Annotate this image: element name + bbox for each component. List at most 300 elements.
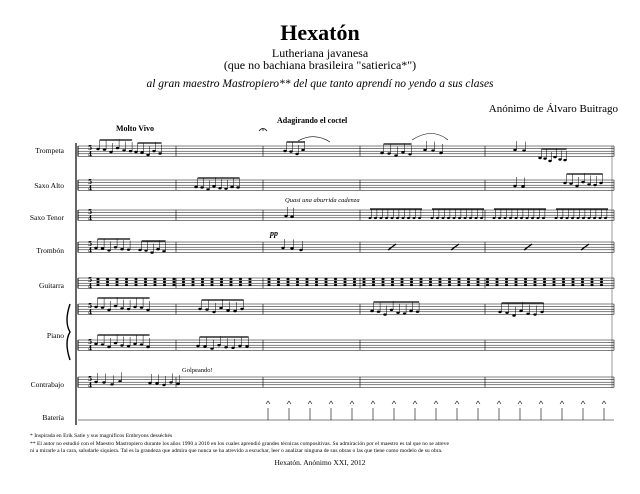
note-head [140,343,143,345]
note-head [210,347,213,349]
chord-note [372,281,375,283]
chord-note [362,278,365,280]
note-head [127,308,130,310]
chord-note [248,278,251,280]
chord-note [514,284,517,286]
chord-note [134,284,137,286]
note-head [107,309,110,311]
chord-note [277,284,280,286]
note-head [217,344,220,346]
chord-note [476,281,479,283]
note-head [599,182,602,184]
chord-note [210,284,213,286]
tempo-adagirando: Adagirando el coctel [277,116,348,125]
chord-note [457,284,460,286]
chord-note [543,281,546,283]
note-head [162,384,165,386]
note-head [390,309,393,311]
chord-note [153,281,156,283]
note-head [521,185,524,187]
instrument-guitarra: Guitarra [39,281,64,290]
chord-note [343,278,346,280]
time-signature: 5 [88,303,93,310]
chord-note [334,284,337,286]
note-head [453,217,456,219]
note-head [120,307,123,309]
time-signature: 4 [88,345,93,353]
accent-mark [581,401,585,404]
time-signature: 4 [88,247,93,255]
note-head [127,248,130,250]
chord-note [533,284,536,286]
note-head [101,343,104,345]
note-head [493,217,496,219]
instrument-bateria: Batería [42,413,64,422]
note-head [101,247,104,249]
chord-note [277,278,280,280]
accent-mark [371,401,375,404]
chord-note [571,281,574,283]
note-head [512,314,515,316]
chord-note [220,278,223,280]
chord-note [562,278,565,280]
chord-note [410,278,413,280]
note-head [469,217,472,219]
note-head [122,149,125,151]
accent-mark [539,401,543,404]
time-signature: 5 [88,209,93,216]
chord-note [125,278,128,280]
chord-note [448,278,451,280]
note-head [290,216,293,218]
note-head [480,217,483,219]
note-head [212,311,215,313]
note-head [206,188,209,190]
note-head [109,151,112,153]
chord-note [106,281,109,283]
note-head [533,313,536,315]
note-head [396,312,399,314]
chord-note [210,281,213,283]
chord-note [201,278,204,280]
note-head [120,344,123,346]
note-head [194,186,197,188]
chord-note [543,278,546,280]
chord-note [172,281,175,283]
chord-note [191,278,194,280]
note-head [144,249,147,251]
chord-note [505,281,508,283]
chord-note [286,281,289,283]
note-head [555,217,558,219]
note-head [129,150,132,152]
accent-mark [518,401,522,404]
score-subtitle: Lutheriana javanesa [271,46,369,60]
accent-mark [560,401,564,404]
chord-note [600,281,603,283]
chord-note [220,284,223,286]
chord-note [248,284,251,286]
chord-note [552,284,555,286]
chord-note [362,284,365,286]
chord-note [562,284,565,286]
time-signature: 4 [88,283,93,291]
chord-note [400,278,403,280]
chord-note [391,278,394,280]
time-signature: 4 [88,151,93,159]
note-head [413,217,416,219]
note-head [458,217,461,219]
note-head [224,346,227,348]
footnote-1: * Inspirada en Erik Satie y sus magníficos Embryons desséchés [30,433,173,439]
chord-note [438,278,441,280]
chord-note [296,281,299,283]
chord-note [533,278,536,280]
time-signature: 4 [88,382,93,390]
note-head [289,150,292,152]
note-head [107,346,110,348]
golpeando-marking: Golpeando! [182,367,213,374]
accent-mark [329,401,333,404]
time-signature: 5 [88,241,93,248]
chord-note [524,281,527,283]
slur [412,134,448,141]
note-head [114,305,117,307]
note-head [140,151,143,153]
note-head [519,310,522,312]
note-head [593,184,596,186]
note-head [116,147,119,149]
note-head [245,345,248,347]
accent-mark [350,401,354,404]
chord-note [96,278,99,280]
chord-note [239,281,242,283]
chord-note [467,284,470,286]
note-head [577,217,580,219]
chord-note [134,281,137,283]
chord-note [362,281,365,283]
note-head [94,306,97,308]
chord-note [296,284,299,286]
note-head [560,217,563,219]
chord-note [571,278,574,280]
note-head [513,149,516,151]
chord-note [543,284,546,286]
chord-note [486,281,489,283]
chord-note [334,281,337,283]
accent-mark [455,401,459,404]
note-head [140,306,143,308]
note-head [431,149,434,151]
note-head [387,152,390,154]
chord-note [153,284,156,286]
note-head [158,152,161,154]
chord-note [524,284,527,286]
chord-note [590,284,593,286]
note-head [515,217,518,219]
note-head [540,311,543,313]
note-head [522,149,525,151]
chord-note [505,278,508,280]
note-head [301,149,304,151]
note-head [566,217,569,219]
note-head [504,217,507,219]
chord-note [125,281,128,283]
note-head [118,380,121,382]
chord-note [334,278,337,280]
chord-note [353,284,356,286]
note-head [385,217,388,219]
chord-note [134,278,137,280]
note-head [152,150,155,152]
chord-note [324,278,327,280]
chord-note [343,284,346,286]
note-head [563,159,566,161]
note-head [563,182,566,184]
note-head [588,217,591,219]
note-head [198,308,201,310]
chord-note [505,284,508,286]
chord-note [315,284,318,286]
chord-note [400,281,403,283]
note-head [447,217,450,219]
chord-note [476,278,479,280]
time-signature: 4 [88,185,93,193]
time-signature: 4 [88,309,93,317]
chord-note [191,281,194,283]
note-head [370,310,373,312]
chord-note [514,278,517,280]
chord-note [381,278,384,280]
chord-note [277,281,280,283]
note-head [383,313,386,315]
chord-note [305,281,308,283]
chord-note [343,281,346,283]
note-head [200,186,203,188]
note-head [431,217,434,219]
note-head [537,217,540,219]
chord-note [144,284,147,286]
chord-note [419,278,422,280]
chord-note [239,278,242,280]
chord-note [524,278,527,280]
chord-note [467,281,470,283]
note-head [299,249,302,251]
note-head [402,217,405,219]
chord-note [581,278,584,280]
chord-note [552,278,555,280]
accent-mark [413,401,417,404]
chord-note [581,284,584,286]
chord-note [467,278,470,280]
note-head [542,217,545,219]
note-head [150,251,153,253]
chord-note [191,284,194,286]
instrument-saxo-alto: Saxo Alto [34,181,64,190]
note-head [498,217,501,219]
chord-note [182,281,185,283]
chord-note [486,284,489,286]
note-head [439,152,442,154]
chord-note [229,278,232,280]
note-head [233,310,236,312]
note-head [133,343,136,345]
chord-note [153,278,156,280]
accent-mark [497,401,501,404]
note-head [538,157,541,159]
note-head [218,187,221,189]
note-head [102,381,105,383]
note-head [526,313,529,315]
chord-note [163,284,166,286]
chord-note [391,281,394,283]
piano-brace [67,304,70,360]
chord-note [182,284,185,286]
note-head [94,247,97,249]
chord-note [96,281,99,283]
note-head [226,309,229,311]
accent-mark [287,401,291,404]
chord-note [372,284,375,286]
note-head [442,217,445,219]
note-head [156,248,159,250]
note-head [120,248,123,250]
chord-note [581,281,584,283]
note-head [133,306,136,308]
note-head [380,217,383,219]
chord-note [324,284,327,286]
note-head [146,154,149,156]
chord-note [448,284,451,286]
note-head [230,186,233,188]
note-head [391,217,394,219]
chord-note [210,278,213,280]
chord-note [372,278,375,280]
note-head [604,217,607,219]
chord-note [229,281,232,283]
chord-note [600,278,603,280]
note-head [409,310,412,312]
note-head [212,185,215,187]
chord-note [429,281,432,283]
chord-note [229,284,232,286]
note-head [377,311,380,313]
chord-note [172,284,175,286]
chord-note [106,278,109,280]
footnote-2-line-1: ** El autor no estudió con el Maestro Mastropiero durante los años 1990 a 2010 en los cuales aprendió grandes técnicas compositivas. Su admiración por el maestro es tal que no se atreve [30,441,449,447]
note-head [94,381,97,383]
note-head [416,311,419,313]
note-head [205,308,208,310]
tempo-molto-vivo: Molto Vivo [116,124,154,133]
note-head [110,383,113,385]
note-head [146,309,149,311]
note-head [396,217,399,219]
footnote-2-line-2: ni a mirarle a la cara, saludarle siquiera. Tal es la grandeza que admira que nunca se ha atrevido a escuchar, leer o analizar ninguna de sus obras o las que tiene como modelo de su obra. [30,448,443,454]
note-head [569,182,572,184]
accent-mark [602,401,606,404]
note-head [394,154,397,156]
note-head [374,217,377,219]
chord-note [96,284,99,286]
note-head [134,151,137,153]
chord-note [182,278,185,280]
note-head [423,149,426,151]
note-head [369,217,372,219]
instrument-contrabajo: Contrabajo [30,380,64,389]
time-signature: 5 [88,145,93,152]
chord-note [305,278,308,280]
note-head [203,345,206,347]
chord-note [267,278,270,280]
note-head [236,186,239,188]
note-head [531,217,534,219]
chord-note [495,281,498,283]
note-head [219,307,222,309]
chord-note [172,278,175,280]
time-signature: 5 [88,179,93,186]
chord-note [429,284,432,286]
chord-note [353,278,356,280]
chord-note [248,281,251,283]
chord-note [267,284,270,286]
note-head [513,185,516,187]
chord-note [410,281,413,283]
note-head [169,381,172,383]
accent-mark [266,401,270,404]
note-head [575,185,578,187]
chord-note [353,281,356,283]
note-head [101,306,104,308]
chord-note [125,284,128,286]
chord-note [381,281,384,283]
chord-note [571,284,574,286]
chord-note [286,278,289,280]
note-head [114,246,117,248]
composer: Anónimo de Álvaro Buitrago [488,103,618,115]
chord-note [486,278,489,280]
accent-mark [476,401,480,404]
note-head [146,346,149,348]
chord-note [305,284,308,286]
chord-note [438,284,441,286]
chord-note [163,278,166,280]
score-subtitle-parenthetical: (que no bachiana brasileira "satierica*") [223,58,417,72]
chord-note [429,278,432,280]
chord-note [552,281,555,283]
note-head [94,343,97,345]
note-head [295,153,298,155]
instrument-piano: Piano [46,331,64,340]
chord-note [590,278,593,280]
chord-note [419,284,422,286]
note-head [520,217,523,219]
chord-note [600,284,603,286]
cadenza-marking: Quasi una aburrida cadenza [285,197,360,204]
note-head [464,217,467,219]
note-head [281,247,284,249]
note-head [403,312,406,314]
chord-note [115,281,118,283]
chord-note [286,284,289,286]
note-head [543,157,546,159]
chord-note [495,284,498,286]
score-title: Hexatón [280,20,360,45]
chord-note [144,281,147,283]
chord-note [457,281,460,283]
note-head [587,183,590,185]
note-head [240,308,243,310]
